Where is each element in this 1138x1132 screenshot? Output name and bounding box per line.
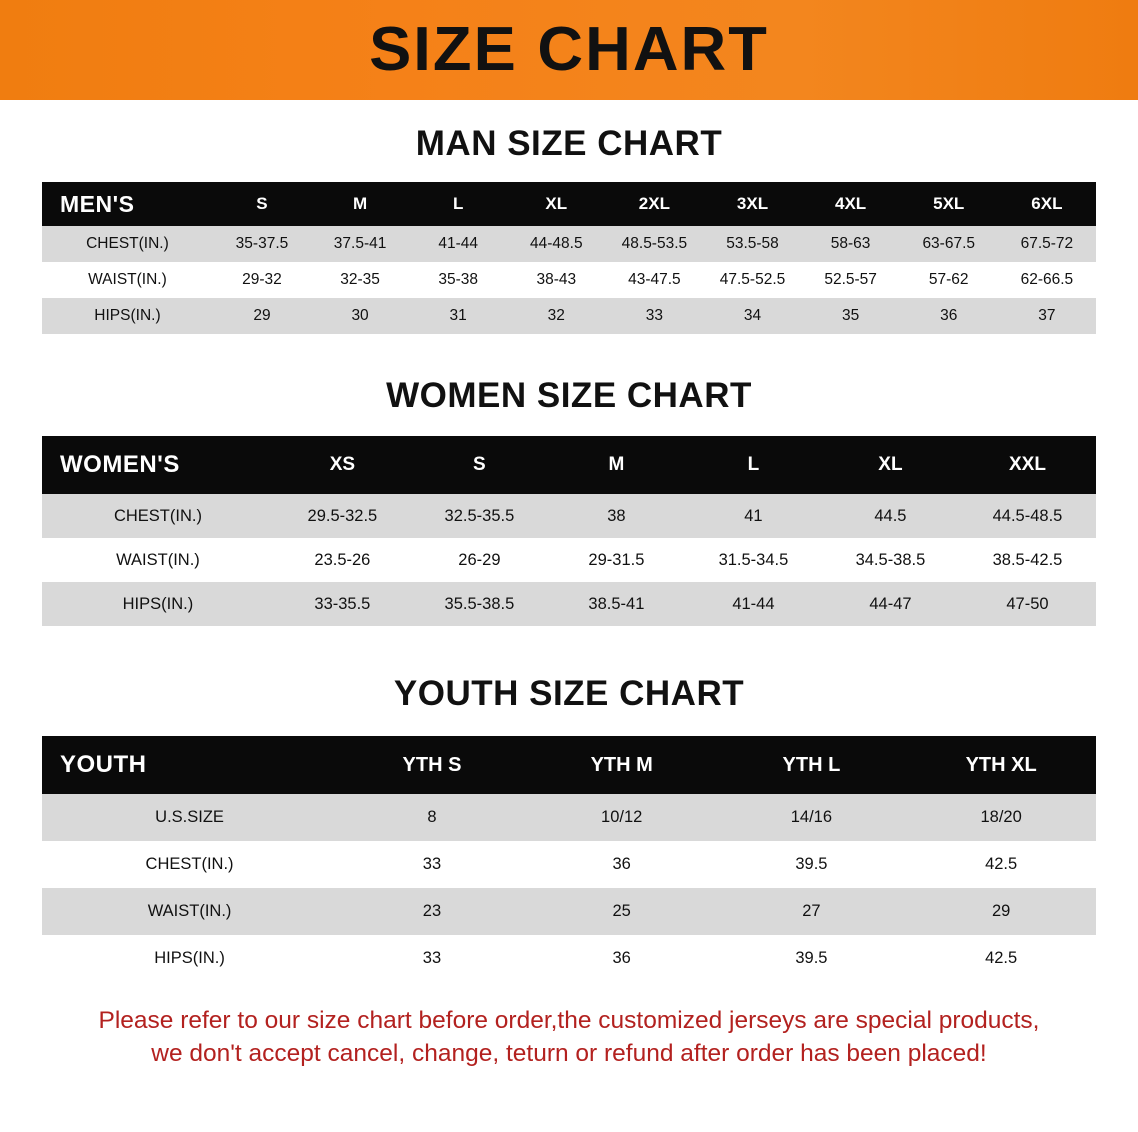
table-cell: 58-63 [802, 226, 900, 262]
table-cell: 30 [311, 298, 409, 334]
table-cell: 57-62 [900, 262, 998, 298]
table-cell: 35 [802, 298, 900, 334]
table-cell: 67.5-72 [998, 226, 1096, 262]
table-cell: 31.5-34.5 [685, 538, 822, 582]
row-label: CHEST(IN.) [42, 494, 274, 538]
column-header: YTH S [402, 753, 462, 776]
youth-size-table [42, 736, 1096, 982]
table-cell: 25 [527, 888, 717, 935]
table-cell: 27 [717, 888, 907, 935]
row-label: CHEST(IN.) [42, 841, 337, 888]
women-table-wrap [42, 436, 1096, 626]
table-row [42, 935, 1096, 982]
table-cell: 35.5-38.5 [411, 582, 548, 626]
row-label: WAIST(IN.) [42, 888, 337, 935]
column-header: XL [545, 194, 568, 213]
table-header-row [42, 436, 1096, 494]
banner-title: SIZE CHART [369, 15, 769, 84]
row-label: WAIST(IN.) [42, 538, 274, 582]
column-header: WOMEN'S [60, 451, 180, 478]
table-cell: 29 [906, 888, 1096, 935]
row-label: U.S.SIZE [42, 794, 337, 841]
disclaimer-note [36, 1004, 1102, 1070]
women-section-heading: WOMEN SIZE CHART [386, 376, 752, 415]
table-cell: 29.5-32.5 [274, 494, 411, 538]
table-header-row [42, 182, 1096, 226]
table-cell: 33 [605, 298, 703, 334]
column-header: YTH M [590, 753, 653, 776]
table-cell: 38.5-42.5 [959, 538, 1096, 582]
table-cell: 36 [527, 841, 717, 888]
table-row [42, 538, 1096, 582]
table-cell: 35-38 [409, 262, 507, 298]
table-cell: 36 [527, 935, 717, 982]
table-row [42, 262, 1096, 298]
table-row [42, 494, 1096, 538]
table-cell: 31 [409, 298, 507, 334]
table-cell: 44.5 [822, 494, 959, 538]
column-header: YTH L [782, 753, 841, 776]
man-size-table [42, 182, 1096, 334]
table-cell: 33-35.5 [274, 582, 411, 626]
column-header: 5XL [933, 194, 965, 213]
table-cell: 33 [337, 935, 527, 982]
column-header: M [352, 194, 368, 213]
table-cell: 32-35 [311, 262, 409, 298]
table-row [42, 226, 1096, 262]
row-label: HIPS(IN.) [42, 935, 337, 982]
table-cell: 44-48.5 [507, 226, 605, 262]
table-row [42, 794, 1096, 841]
column-header: S [256, 194, 268, 213]
table-cell: 10/12 [527, 794, 717, 841]
table-cell: 32 [507, 298, 605, 334]
table-row [42, 888, 1096, 935]
table-cell: 42.5 [906, 935, 1096, 982]
table-cell: 47.5-52.5 [703, 262, 801, 298]
table-cell: 43-47.5 [605, 262, 703, 298]
table-cell: 37 [998, 298, 1096, 334]
table-cell: 38.5-41 [548, 582, 685, 626]
table-header-row [42, 736, 1096, 794]
column-header: 4XL [835, 194, 867, 213]
table-cell: 62-66.5 [998, 262, 1096, 298]
table-cell: 41 [685, 494, 822, 538]
table-cell: 18/20 [906, 794, 1096, 841]
man-section-heading: MAN SIZE CHART [415, 124, 723, 163]
table-cell: 39.5 [717, 841, 907, 888]
table-cell: 34.5-38.5 [822, 538, 959, 582]
table-cell: 36 [900, 298, 998, 334]
table-cell: 41-44 [409, 226, 507, 262]
man-table-wrap [42, 182, 1096, 334]
column-header: 2XL [638, 194, 670, 213]
table-cell: 23.5-26 [274, 538, 411, 582]
table-cell: 32.5-35.5 [411, 494, 548, 538]
banner [0, 0, 1138, 100]
table-cell: 35-37.5 [213, 226, 311, 262]
table-cell: 44-47 [822, 582, 959, 626]
table-cell: 23 [337, 888, 527, 935]
row-label: WAIST(IN.) [42, 262, 213, 298]
table-cell: 41-44 [685, 582, 822, 626]
column-header: M [608, 454, 625, 475]
table-row [42, 582, 1096, 626]
column-header: S [473, 454, 486, 475]
table-cell: 29-32 [213, 262, 311, 298]
row-label: HIPS(IN.) [42, 582, 274, 626]
row-label: HIPS(IN.) [42, 298, 213, 334]
table-cell: 8 [337, 794, 527, 841]
table-cell: 26-29 [411, 538, 548, 582]
table-cell: 29 [213, 298, 311, 334]
column-header: YTH XL [965, 753, 1037, 776]
table-cell: 52.5-57 [802, 262, 900, 298]
table-cell: 53.5-58 [703, 226, 801, 262]
table-cell: 38-43 [507, 262, 605, 298]
women-size-table [42, 436, 1096, 626]
disclaimer-line-1: Please refer to our size chart before order,the customized jerseys are special products, [98, 1007, 1040, 1034]
disclaimer-line-2: we don't accept cancel, change, teturn or refund after order has been placed! [151, 1040, 987, 1068]
youth-section-heading: YOUTH SIZE CHART [393, 674, 745, 713]
table-cell: 38 [548, 494, 685, 538]
column-header: L [747, 454, 760, 475]
table-cell: 44.5-48.5 [959, 494, 1096, 538]
table-cell: 47-50 [959, 582, 1096, 626]
table-cell: 34 [703, 298, 801, 334]
column-header: YOUTH [60, 751, 147, 778]
column-header: L [452, 194, 464, 213]
youth-table-wrap [42, 736, 1096, 982]
column-header: XS [329, 454, 356, 475]
table-cell: 63-67.5 [900, 226, 998, 262]
table-row [42, 841, 1096, 888]
column-header: XL [878, 454, 903, 475]
column-header: XXL [1009, 454, 1046, 475]
table-cell: 48.5-53.5 [605, 226, 703, 262]
table-cell: 39.5 [717, 935, 907, 982]
table-cell: 14/16 [717, 794, 907, 841]
column-header: 6XL [1031, 194, 1063, 213]
column-header: 3XL [736, 194, 769, 213]
table-cell: 42.5 [906, 841, 1096, 888]
table-cell: 37.5-41 [311, 226, 409, 262]
table-cell: 29-31.5 [548, 538, 685, 582]
row-label: CHEST(IN.) [42, 226, 213, 262]
table-row [42, 298, 1096, 334]
table-cell: 33 [337, 841, 527, 888]
column-header: MEN'S [60, 190, 135, 217]
